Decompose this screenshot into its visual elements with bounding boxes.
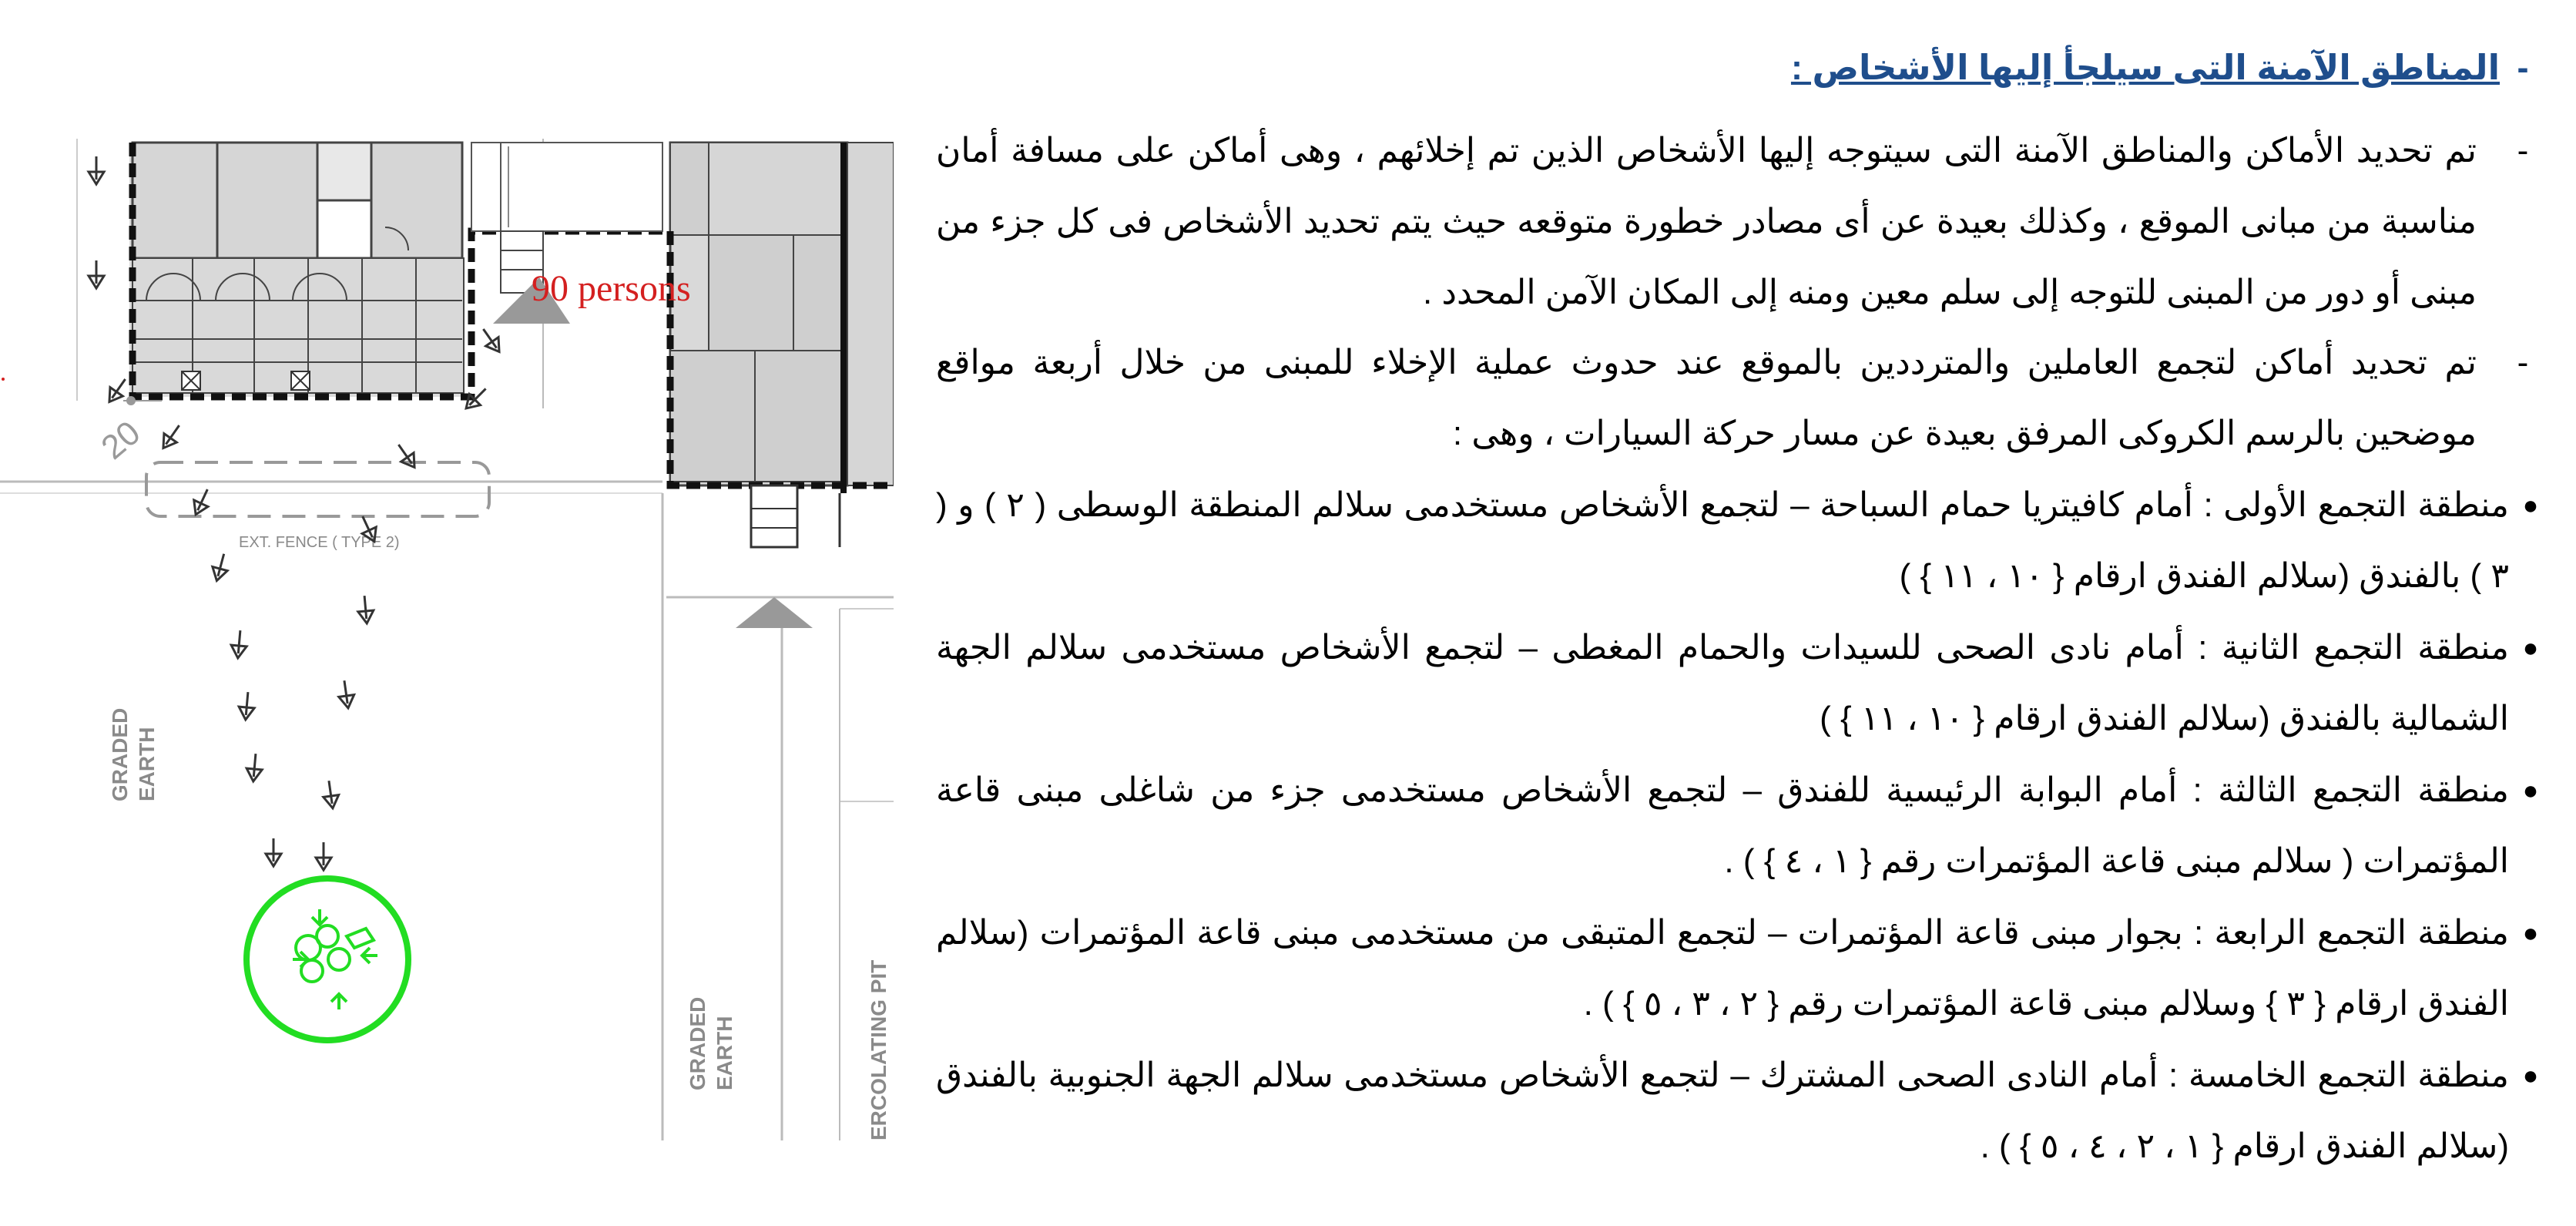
evacuation-arrow-icon (246, 753, 263, 782)
evacuation-arrow-icon (238, 691, 256, 720)
evacuation-arrow-icon (157, 421, 186, 452)
heading-dash: - (2517, 48, 2529, 87)
percolating-pit-label: ERCOLATING PIT (867, 959, 891, 1140)
stray-mark (2, 378, 5, 381)
evacuation-arrow-icon (357, 595, 374, 624)
bullet-text: منطقة التجمع الرابعة : بجوار مبنى قاعة المؤتمرات – لتجمع المتبقى من مستخدمى مبنى قاعة المؤتمرات (سلالم الفندق ارقام { ٣ } وسلالم مبنى قاعة المؤتمرات رقم { ٢ ، ٣ ، ٥ } ) . (936, 914, 2509, 1023)
section-heading (936, 37, 2546, 99)
evacuation-arrow-icon (337, 680, 356, 709)
fence-label: EXT. FENCE ( TYPE 2) (239, 534, 400, 551)
north-triangle-icon (736, 597, 813, 628)
paragraph-text: تم تحديد أماكن لتجمع العاملين والمترددين بالموقع عند حدوث عملية الإخلاء للمبنى من خلال أربعة مواقع موضحين بالرسم الكروكى المرفق بعيدة عن مسار حركة السيارات ، وهى : (936, 344, 2477, 452)
bullet-text: منطقة التجمع الخامسة : أمام النادى الصحى المشترك – لتجمع الأشخاص مستخدمى سلالم الجهة الجنوبية بالفندق (سلالم الفندق ارقام { ١ ، ٢ ، ٤ ، ٥ } ) . (936, 1056, 2509, 1165)
bullet-text: منطقة التجمع الثالثة : أمام البوابة الرئيسية للفندق – لتجمع الأشخاص مستخدمى جزء من شاغلى مبنى قاعة المؤتمرات ( سلالم مبنى قاعة المؤتمرات رقم { ١ ، ٤ } ) . (936, 771, 2509, 880)
graded-earth-label: EARTH (135, 727, 159, 801)
bullet-icon: ● (2522, 1061, 2539, 1090)
dimension-dot (126, 396, 136, 405)
bullet-icon: ● (2522, 491, 2539, 520)
dimension-label: 20 (94, 413, 148, 467)
evacuation-arrow-icon (210, 552, 232, 583)
bullet-icon: ● (2522, 919, 2539, 948)
paragraph-marker: - (2517, 344, 2529, 381)
bullet-item (936, 1040, 2546, 1182)
bullet-item (936, 470, 2546, 612)
bullet-icon: ● (2522, 776, 2539, 805)
graded-earth-label: GRADED (108, 707, 132, 801)
bullet-item (936, 898, 2546, 1040)
bullet-item (936, 613, 2546, 754)
bullet-item (936, 755, 2546, 897)
paragraph (936, 327, 2546, 469)
heading-title: المناطق الآمنة التى سيلجأ إليها الأشخاص : (1790, 48, 2500, 87)
bullet-text: منطقة التجمع الأولى : أمام كافيتريا حمام السباحة – لتجمع الأشخاص مستخدمى سلالم المنطقة الوسطى ( ٢ ) و ( ٣ ) بالفندق (سلالم الفندق ارقام { ١٠ ، ١١ } ) (936, 486, 2509, 595)
evacuation-arrow-icon (89, 260, 104, 288)
assembly-point-icon (247, 878, 408, 1040)
graded-earth-label: EARTH (713, 1016, 736, 1090)
evacuation-arrow-icon (316, 842, 331, 870)
evacuation-arrow-icon (89, 156, 104, 184)
paragraph-marker: - (2517, 132, 2529, 170)
evacuation-arrow-icon (189, 486, 214, 518)
evacuation-arrow-icon (321, 780, 340, 809)
paragraph-text: تم تحديد الأماكن والمناطق الآمنة التى سيتوجه إليها الأشخاص الذين تم إخلائهم ، وهى أماكن على مسافة أمان مناسبة من مبانى الموقع ، وكذلك بعيدة عن أى مصادر خطورة متوقعه حيث يتم تحديد الأشخاص فى كل جزء من مبنى أو دور من المبنى للتوجه إلى سلم معين ومنه إلى المكان الآمن المحدد . (936, 132, 2477, 311)
document-text (936, 0, 2546, 1226)
evacuation-floor-plan (0, 0, 894, 1226)
paragraph (936, 116, 2546, 328)
bullet-text: منطقة التجمع الثانية : أمام نادى الصحى للسيدات والحمام المغطى – لتجمع الأشخاص مستخدمى سلالم الجهة الشمالية بالفندق (سلالم الفندق ارقام { ١٠ ، ١١ } ) (936, 629, 2509, 737)
building-right (471, 143, 894, 547)
bullet-icon: ● (2522, 633, 2539, 663)
graded-earth-label: GRADED (686, 996, 709, 1090)
evacuation-arrow-icon (266, 838, 281, 866)
evacuation-arrow-icon (392, 440, 421, 472)
persons-count-label: 90 persons (532, 268, 691, 309)
evacuation-arrow-icon (477, 324, 505, 356)
evacuation-arrow-icon (230, 630, 248, 659)
